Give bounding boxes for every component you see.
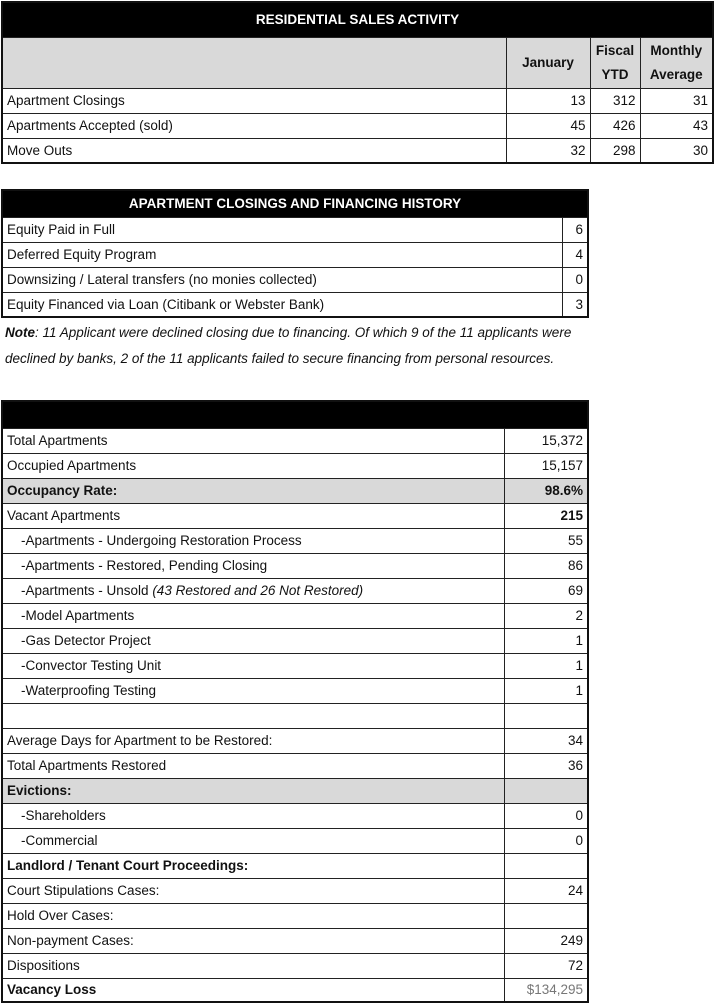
table-row (2, 242, 588, 267)
row-label: -Model Apartments (2, 603, 504, 628)
table-row (2, 778, 588, 803)
table-row (2, 578, 588, 603)
row-value: 0 (562, 267, 588, 292)
table-row (2, 503, 588, 528)
table-row-empty (2, 703, 588, 728)
row-value: 0 (504, 803, 588, 828)
occupancy-header-bar (2, 401, 588, 428)
january-value: 45 (506, 113, 590, 138)
table-row (2, 138, 713, 163)
table-row (2, 853, 588, 878)
row-label: Deferred Equity Program (2, 242, 562, 267)
sales-header-blank (2, 37, 506, 88)
january-value: 13 (506, 88, 590, 113)
sales-col-january: January (506, 37, 590, 88)
table-row (2, 628, 588, 653)
row-label: Apartment Closings (2, 88, 506, 113)
row-label: Occupancy Rate: (2, 478, 504, 503)
table-row (2, 453, 588, 478)
average-value: 31 (640, 88, 713, 113)
table-row (2, 953, 588, 978)
row-value: 55 (504, 528, 588, 553)
row-value: 86 (504, 553, 588, 578)
table-row (2, 753, 588, 778)
table-row (2, 728, 588, 753)
row-label: Occupied Apartments (2, 453, 504, 478)
row-value: 1 (504, 628, 588, 653)
table-row (2, 267, 588, 292)
table-row (2, 292, 588, 317)
ytd-value: 312 (590, 88, 640, 113)
financing-note (5, 320, 585, 372)
ytd-value: 426 (590, 113, 640, 138)
row-label: Non-payment Cases: (2, 928, 504, 953)
table-row (2, 678, 588, 703)
row-label: -Apartments - Unsold (43 Restored and 26 Not Restored) (2, 578, 504, 603)
row-value (504, 903, 588, 928)
row-value: 249 (504, 928, 588, 953)
row-label: Equity Paid in Full (2, 217, 562, 242)
occupancy-table (1, 400, 589, 1003)
row-label: -Waterproofing Testing (2, 678, 504, 703)
vacancy-loss-value: $134,295 (504, 978, 588, 1002)
row-value: 34 (504, 728, 588, 753)
table-row (2, 553, 588, 578)
table-row (2, 603, 588, 628)
row-label: -Shareholders (2, 803, 504, 828)
table-row (2, 978, 588, 1002)
row-label: Total Apartments Restored (2, 753, 504, 778)
closings-title: APARTMENT CLOSINGS AND FINANCING HISTORY (2, 190, 588, 217)
row-value: 15,372 (504, 428, 588, 453)
table-row (2, 878, 588, 903)
sales-title: RESIDENTIAL SALES ACTIVITY (2, 2, 713, 37)
row-value: 6 (562, 217, 588, 242)
table-row (2, 528, 588, 553)
january-value: 32 (506, 138, 590, 163)
sales-col-average: Monthly Average (640, 37, 713, 88)
row-value: 3 (562, 292, 588, 317)
average-value: 30 (640, 138, 713, 163)
row-label: Equity Financed via Loan (Citibank or Webster Bank) (2, 292, 562, 317)
table-row (2, 428, 588, 453)
row-value: 24 (504, 878, 588, 903)
evictions-heading: Evictions: (2, 778, 504, 803)
table-row (2, 928, 588, 953)
note-text: : 11 Applicant were declined closing due to financing. Of which 9 of the 11 applicants were declined by banks, 2 of the 11 applicants failed to secure financing from personal resources. (5, 325, 572, 366)
row-label: -Apartments - Restored, Pending Closing (2, 553, 504, 578)
row-value: 72 (504, 953, 588, 978)
closings-financing-table (1, 189, 589, 318)
row-value: 215 (504, 503, 588, 528)
row-label: Total Apartments (2, 428, 504, 453)
row-value: 36 (504, 753, 588, 778)
table-row (2, 803, 588, 828)
table-row (2, 828, 588, 853)
row-label: Court Stipulations Cases: (2, 878, 504, 903)
row-label: Average Days for Apartment to be Restored: (2, 728, 504, 753)
row-value: 1 (504, 653, 588, 678)
row-label: Apartments Accepted (sold) (2, 113, 506, 138)
row-value: 69 (504, 578, 588, 603)
row-label: Vacant Apartments (2, 503, 504, 528)
row-value: 4 (562, 242, 588, 267)
row-value: 2 (504, 603, 588, 628)
row-label: Hold Over Cases: (2, 903, 504, 928)
row-label: -Convector Testing Unit (2, 653, 504, 678)
row-label: -Commercial (2, 828, 504, 853)
table-row (2, 217, 588, 242)
table-row (2, 478, 588, 503)
row-value: 1 (504, 678, 588, 703)
row-label: Downsizing / Lateral transfers (no monies collected) (2, 267, 562, 292)
table-row (2, 903, 588, 928)
row-value: 0 (504, 828, 588, 853)
row-value: 98.6% (504, 478, 588, 503)
row-label: Vacancy Loss (2, 978, 504, 1002)
row-label: Dispositions (2, 953, 504, 978)
ytd-value: 298 (590, 138, 640, 163)
landlord-heading: Landlord / Tenant Court Proceedings: (2, 853, 504, 878)
table-row (2, 113, 713, 138)
sales-col-ytd: Fiscal YTD (590, 37, 640, 88)
residential-sales-table (1, 1, 714, 164)
row-label: Move Outs (2, 138, 506, 163)
row-value: 15,157 (504, 453, 588, 478)
table-row (2, 88, 713, 113)
row-label: -Apartments - Undergoing Restoration Process (2, 528, 504, 553)
table-row (2, 653, 588, 678)
note-label: Note (5, 325, 35, 340)
row-label: -Gas Detector Project (2, 628, 504, 653)
average-value: 43 (640, 113, 713, 138)
